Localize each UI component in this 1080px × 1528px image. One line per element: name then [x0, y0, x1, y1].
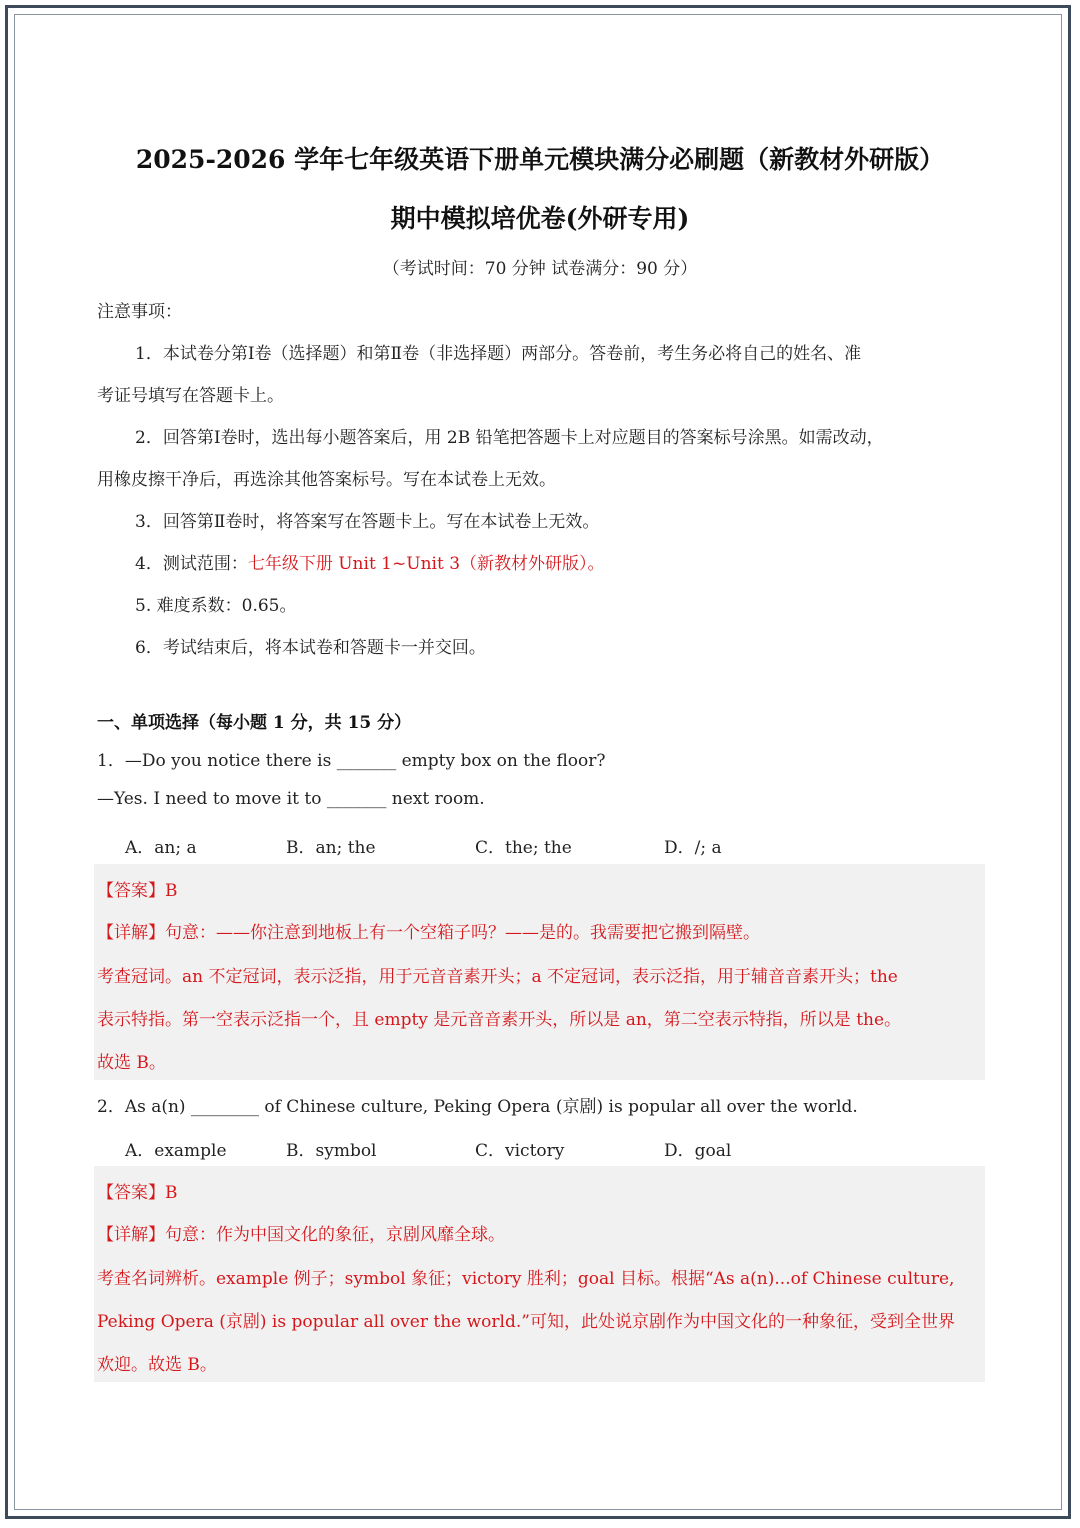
question-1-conclusion: 故选 B。	[97, 1053, 166, 1073]
notice-item-1-cont: 考证号填写在答题卡上。	[97, 386, 284, 406]
section-heading: 一、单项选择（每小题 1 分，共 15 分）	[97, 713, 412, 733]
notice-item-2: 2．回答第Ⅰ卷时，选出每小题答案后，用 2B 铅笔把答题卡上对应题目的答案标号涂黑。如需改动，	[135, 428, 884, 448]
question-2-option-c: C．victory	[475, 1141, 565, 1161]
notice-item-6: 6．考试结束后，将本试卷和答题卡一并交回。	[135, 638, 486, 658]
notice-item-1: 1．本试卷分第Ⅰ卷（选择题）和第Ⅱ卷（非选择题）两部分。答卷前，考生务必将自己的姓名、准	[135, 344, 862, 364]
question-1-explanation-cont: 表示特指。第一空表示泛指一个，且 empty 是元音音素开头，所以是 an，第二空表示特指，所以是 the。	[97, 1010, 902, 1030]
question-1-reply: —Yes. I need to move it to _______ next room.	[97, 789, 485, 809]
notice-item-5: 5. 难度系数：0.65。	[135, 596, 297, 616]
question-1-answer-box	[94, 864, 985, 1080]
question-1-detail: 【详解】句意：——你注意到地板上有一个空箱子吗？——是的。我需要把它搬到隔壁。	[97, 923, 760, 943]
notice-item-4	[135, 549, 605, 574]
question-2-explanation-cont: Peking Opera (京剧) is popular all over the world.”可知，此处说京剧作为中国文化的一种象征，受到全世界	[97, 1312, 955, 1332]
question-2-stem: 2．As a(n) ________ of Chinese culture, Peking Opera (京剧) is popular all over the world.	[97, 1097, 858, 1117]
question-2-explanation: 考查名词辨析。example 例子；symbol 象征；victory 胜利；goal 目标。根据“As a(n)...of Chinese culture,	[97, 1269, 955, 1289]
question-2-answer: 【答案】B	[97, 1183, 178, 1203]
question-1-explanation: 考查冠词。an 不定冠词，表示泛指，用于元音音素开头；a 不定冠词，表示泛指，用于辅音音素开头；the	[97, 967, 898, 987]
exam-subtitle-title: 期中模拟培优卷(外研专用)	[390, 204, 690, 233]
question-2-option-a: A．example	[125, 1141, 227, 1161]
exam-title: 2025-2026 学年七年级英语下册单元模块满分必刷题（新教材外研版）	[135, 145, 945, 174]
question-1-answer: 【答案】B	[97, 881, 178, 901]
question-2-option-d: D．goal	[664, 1141, 732, 1161]
notice-item-2-cont: 用橡皮擦干净后，再选涂其他答案标号。写在本试卷上无效。	[97, 470, 556, 490]
question-1-option-c: C．the; the	[475, 838, 572, 858]
question-2-answer-box	[94, 1166, 985, 1382]
notice-item-4-label: 4．测试范围：	[135, 554, 248, 574]
question-2-detail: 【详解】句意：作为中国文化的象征，京剧风靡全球。	[97, 1225, 505, 1245]
question-1-option-a: A．an; a	[125, 838, 197, 858]
question-1-option-b: B．an; the	[286, 838, 376, 858]
notice-heading: 注意事项：	[97, 302, 182, 322]
question-1-option-d: D．/; a	[664, 838, 722, 858]
exam-time-info: （考试时间：70 分钟 试卷满分：90 分）	[382, 259, 698, 279]
notice-item-3: 3．回答第Ⅱ卷时，将答案写在答题卡上。写在本试卷上无效。	[135, 512, 600, 532]
question-2-option-b: B．symbol	[286, 1141, 377, 1161]
notice-item-4-scope: 七年级下册 Unit 1~Unit 3（新教材外研版）。	[247, 554, 605, 574]
question-2-conclusion: 欢迎。故选 B。	[97, 1355, 217, 1375]
question-1-stem: 1．—Do you notice there is _______ empty box on the floor?	[97, 751, 606, 771]
